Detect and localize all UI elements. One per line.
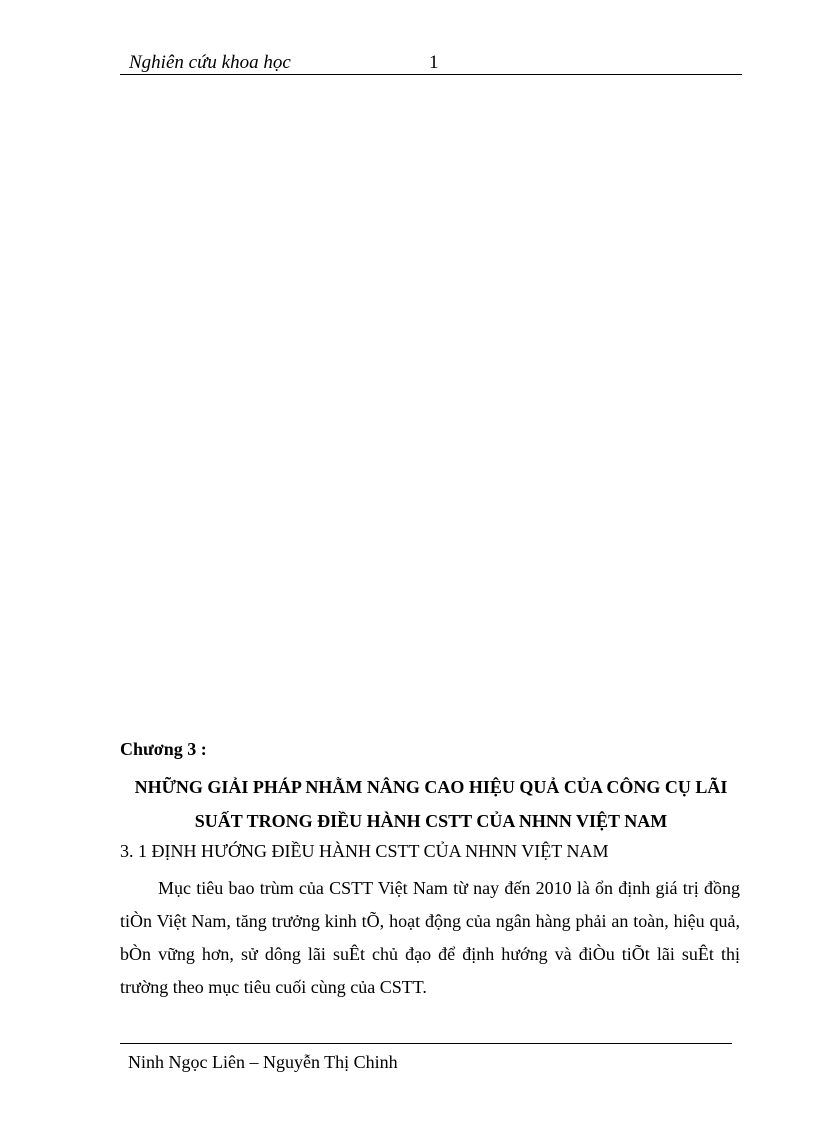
chapter-label: Chương 3 : xyxy=(120,739,207,759)
footer-authors: Ninh Ngọc Liên – Nguyễn Thị Chinh xyxy=(128,1052,398,1072)
footer-divider xyxy=(120,1043,732,1044)
page-number: 1 xyxy=(429,52,439,73)
header-title: Nghiên cứu khoa học xyxy=(129,52,291,73)
body-paragraph: Mục tiêu bao trùm của CSTT Việt Nam từ nay đến 2010 là ổn định giá trị đồng tiÒn Việt Nam, tăng trưởng kinh tÕ, hoạt động của ngân hàng phải an toàn, hiệu quả, bÒn vững hơn, sử dông lãi suÊt chủ đạo để định hướng và điÒu tiÕt lãi suÊt thị trường theo mục tiêu cuối cùng của CSTT. xyxy=(120,878,740,997)
page-header xyxy=(120,52,742,75)
chapter-title: NHỮNG GIẢI PHÁP NHẰM NÂNG CAO HIỆU QUẢ CỦA CÔNG CỤ LÃI SUẤT TRONG ĐIỀU HÀNH CSTT CỦA NHNN VIỆT NAM xyxy=(134,777,728,831)
section-heading: 3. 1 ĐỊNH HƯỚNG ĐIỀU HÀNH CSTT CỦA NHNN VIỆT NAM xyxy=(120,841,609,861)
